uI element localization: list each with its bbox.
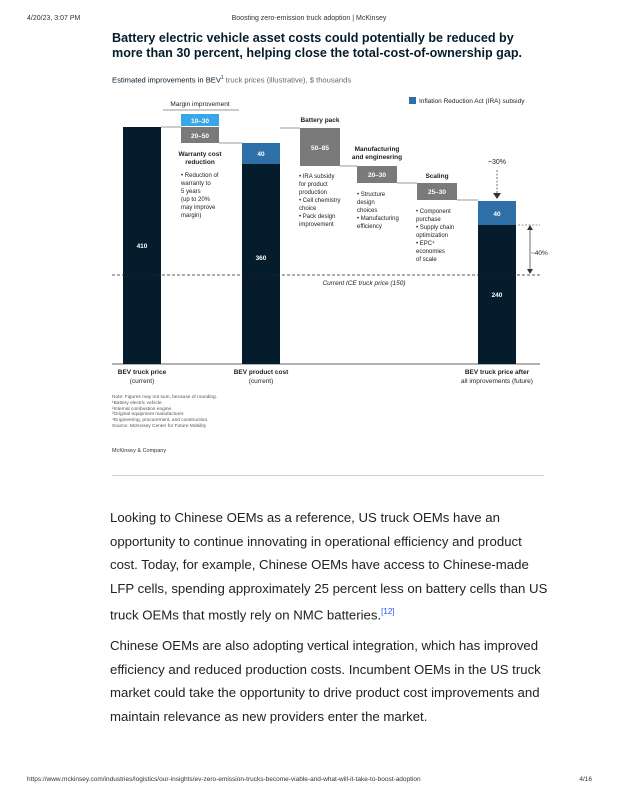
note-line: Note: Figures may not sum, because of rounding. <box>112 395 218 400</box>
legend-label: Inflation Reduction Act (IRA) subsidy <box>419 98 525 105</box>
category-label: BEV product cost <box>233 369 289 376</box>
bar-value-label: 10–30 <box>190 118 210 125</box>
bar-value-label: 410 <box>136 243 148 250</box>
bar-value-label: 25–30 <box>427 189 447 196</box>
annotation-battery-bullet: • Pack design <box>299 214 336 220</box>
annotation-reduction-pct: ~30% <box>487 159 507 166</box>
chart-subtitle-main: Estimated improvements in BEV <box>112 75 221 85</box>
category-label: all improvements (future) <box>461 378 533 385</box>
category-label: BEV truck price <box>117 369 167 376</box>
annotation-warranty-bullet: (up to 20% <box>181 197 211 203</box>
header-title: Boosting zero-emission truck adoption | McKinsey <box>231 15 387 22</box>
header-date: 4/20/23, 3:07 PM <box>27 15 81 22</box>
annotation-warranty-bullet: • Reduction of <box>181 173 219 179</box>
annotation-scaling-bullet: • Component <box>416 209 451 215</box>
annotation-battery-bullet: choice <box>299 206 317 212</box>
bar-value-label: 20–50 <box>190 133 210 140</box>
annotation-warranty-title: Warranty cost <box>178 151 222 158</box>
footer-page: 4/16 <box>579 776 592 783</box>
note-line: Source: McKinsey Center for Future Mobility <box>112 423 207 429</box>
annotation-manufacturing-bullet: • Structure <box>357 192 386 198</box>
annotation-margin-title: Margin improvement <box>170 101 230 108</box>
annotation-warranty-bullet: margin) <box>181 213 202 219</box>
annotation-manufacturing-bullet: choices <box>357 208 378 214</box>
legend-swatch <box>409 97 416 104</box>
annotation-battery-bullet: • Cell chemistry <box>299 198 341 204</box>
annotation-warranty-bullet: warranty to <box>181 181 211 187</box>
annotation-warranty-bullet: 5 years <box>181 189 201 195</box>
exhibit-title: Battery electric vehicle asset costs could potentially be reduced by more than 30 percent, helping close the total-cost-of-ownership gap. <box>112 31 523 60</box>
annotation-scaling-bullet: economies <box>416 249 446 255</box>
copyright: McKinsey & Company <box>112 448 167 454</box>
annotation-manufacturing-bullet: • Manufacturing <box>357 216 399 222</box>
chart-subtitle-sup: 1 <box>220 75 224 81</box>
bar-value-label: 40 <box>257 151 265 158</box>
category-label: (current) <box>248 378 274 385</box>
annotation-scaling-bullet: optimization <box>416 233 449 239</box>
gap-arrow-head <box>527 269 533 274</box>
article-paragraph-1-text: Looking to Chinese OEMs as a reference, US truck OEMs have an opportunity to continue innovating in operational efficiency and product cost. Today, for example, Chinese OEMs have access to Chinese-made LFP cells, spending approximately 25 percent less on battery cells than US truck OEMs that mostly rely on NMC batteries. <box>110 510 548 623</box>
annotation-manufacturing-title: and engineering <box>351 154 403 161</box>
annotation-scaling-bullet: purchase <box>416 217 441 223</box>
category-label: (current) <box>129 378 155 385</box>
annotation-manufacturing-bullet: efficiency <box>357 224 382 230</box>
annotation-battery-bullet: • IRA subsidy <box>299 174 335 180</box>
annotation-scaling-bullet: • Supply chain <box>416 225 455 231</box>
annotation-manufacturing-bullet: design <box>357 200 375 206</box>
reduction-arrow-head <box>493 193 501 199</box>
bar-value-label: 40 <box>493 211 501 218</box>
bar-value-label: 240 <box>491 292 503 299</box>
note-line: ¹Battery electric vehicle. <box>112 400 163 406</box>
annotation-warranty-title: reduction <box>185 159 215 166</box>
bar-value-label: 50–85 <box>310 145 330 152</box>
ice-reference-label: Current ICE truck price (150) <box>322 280 406 287</box>
note-line: ²Internal combustion engine. <box>112 406 173 412</box>
chart-notes <box>112 395 432 430</box>
annotation-battery-bullet: improvement <box>299 222 334 228</box>
bar-value-label: 360 <box>255 255 267 262</box>
annotation-scaling-title: Scaling <box>425 173 449 180</box>
annotation-gap-pct: ~40% <box>531 250 548 257</box>
footer-url: https://www.mckinsey.com/industries/logistics/our-insights/ev-zero-emission-trucks-become-viable-and-what-will-it-take-to-boost-adoption <box>27 776 421 783</box>
bar-bev-product-cost <box>242 164 280 364</box>
annotation-warranty-bullet: may improve <box>181 205 216 211</box>
bar-value-label: 20–30 <box>367 172 387 179</box>
annotation-battery-bullet: for product <box>299 182 328 188</box>
divider <box>112 475 544 476</box>
category-label: BEV truck price after <box>464 369 530 376</box>
chart-subtitle-rest: truck prices (illustrative), $ thousands <box>223 75 352 85</box>
note-line: ⁴Engineering, procurement, and construction. <box>112 418 209 424</box>
note-line: ³Original equipment manufacturer. <box>112 412 185 418</box>
annotation-battery-bullet: production <box>299 190 328 196</box>
annotation-manufacturing-title: Manufacturing <box>354 146 400 153</box>
article-paragraph-1 <box>110 506 548 627</box>
annotation-scaling-bullet: • EPC⁴ <box>416 241 435 247</box>
annotation-scaling-bullet: of scale <box>416 257 437 263</box>
annotation-battery-title: Battery pack <box>300 117 340 124</box>
article-paragraph-2: Chinese OEMs are also adopting vertical integration, which has improved efficiency and reduced production costs. Incumbent OEMs in the US truck market could take the opportunity to drive product cost improvements and maintain relevance as new providers enter the market. <box>110 638 541 724</box>
gap-arrow-head <box>527 225 533 230</box>
footnote-link[interactable]: [12] <box>381 607 395 616</box>
